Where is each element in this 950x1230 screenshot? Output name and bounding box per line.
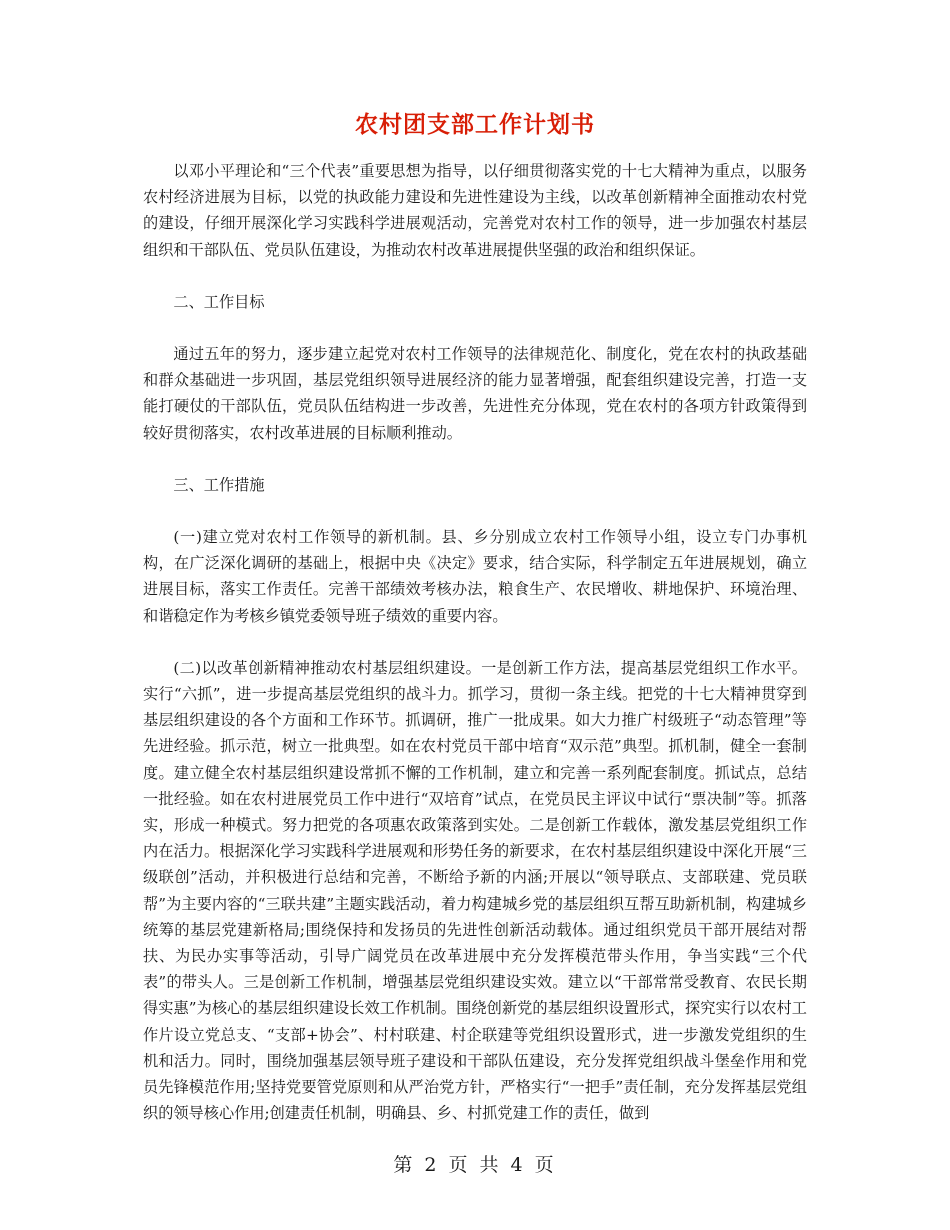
page-number-footer: 第 2 页 共 4 页 xyxy=(393,1154,557,1176)
section-heading-goals: 二、工作目标 xyxy=(173,292,265,311)
paragraph-spacer xyxy=(143,446,807,472)
paragraph-spacer xyxy=(143,498,807,524)
paragraph-spacer xyxy=(143,263,807,289)
measure-two-paragraph: (二)以改革创新精神推动农村基层组织建设。一是创新工作方法，提高基层党组织工作水平。实行“六抓”，进一步提高基层党组织的战斗力。抓学习，贯彻一条主线。把党的十七大精神贯穿到基层组织建设的各个方面和工作环节。抓调研，推广一批成果。如大力推广村级班子“动态管理”等先进经验。抓示范，树立一批典型。如在农村党员干部中培育“双示范”典型。抓机制，健全一套制度。建立健全农村基层组织建设常抓不懈的工作机制，建立和完善一系列配套制度。抓试点，总结一批经验。如在农村进展党员工作中进行“双培育”试点，在党员民主评议中试行“票决制”等。抓落实，形成一种模式。努力把党的各项惠农政策落到实处。二是创新工作载体，激发基层党组织工作内在活力。根据深化学习实践科学进展观和形势任务的新要求，在农村基层组织建设中深化开展“三级联创”活动，并积极进行总结和完善，不断给予新的内涵;开展以“领导联点、支部联建、党员联帮”为主要内容的“三联共建”主题实践活动，着力构建城乡党的基层组织互帮互助新机制，构建城乡统筹的基层党建新格局;围绕保持和发扬员的先进性创新活动载体。通过组织党员干部开展结对帮扶、为民办实事等活动，引导广阔党员在改革进展中充分发挥模范带头作用，争当实践“三个代表”的带头人。三是创新工作机制，增强基层党组织建设实效。建立以“干部常常受教育、农民长期得实惠”为核心的基层组织建设长效工作机制。围绕创新党的基层组织设置形式，探究实行以农村工作片设立党总支、“支部+协会”、村村联建、村企联建等党组织设置形式，进一步激发党组织的生机和活力。同时，围绕加强基层领导班子建设和干部队伍建设，充分发挥党组织战斗堡垒作用和党员先锋模范作用;坚持党要管党原则和从严治党方针，严格实行“一把手”责任制，充分发挥基层党组织的领导核心作用;创建责任机制，明确县、乡、村抓党建工作的责任，做到 xyxy=(143,658,807,1123)
intro-paragraph: 以邓小平理论和“三个代表”重要思想为指导，以仔细贯彻落实党的十七大精神为重点，以服务农村经济进展为目标，以党的执政能力建设和先进性建设为主线，以改革创新精神全面推动农村党的建设，仔细开展深化学习实践科学进展观活动，完善党对农村工作的领导，进一步加强农村基层组织和干部队伍、党员队伍建设，为推动农村改革进展提供坚强的政治和组织保证。 xyxy=(143,162,807,259)
document-title: 农村团支部工作计划书 xyxy=(355,112,595,138)
measure-one-paragraph: (一)建立党对农村工作领导的新机制。县、乡分别成立农村工作领导小组，设立专门办事机构，在广泛深化调研的基础上，根据中央《决定》要求，结合实际，科学制定五年进展规划，确立进展目标，落实工作责任。完善干部绩效考核办法，粮食生产、农民增收、耕地保护、环境治理、和谐稳定作为考核乡镇党委领导班子绩效的重要内容。 xyxy=(143,528,807,625)
section-heading-measures: 三、工作措施 xyxy=(173,475,265,494)
goals-paragraph: 通过五年的努力，逐步建立起党对农村工作领导的法律规范化、制度化，党在农村的执政基础和群众基础进一步巩固，基层党组织领导进展经济的能力显著增强，配套组织建设完善，打造一支能打硬仗的干部队伍，党员队伍结构进一步改善，先进性充分体现，党在农村的各项方针政策得到较好贯彻落实，农村改革进展的目标顺利推动。 xyxy=(143,345,807,442)
paragraph-spacer xyxy=(143,315,807,341)
paragraph-spacer xyxy=(143,629,807,655)
document-body xyxy=(143,158,807,1127)
